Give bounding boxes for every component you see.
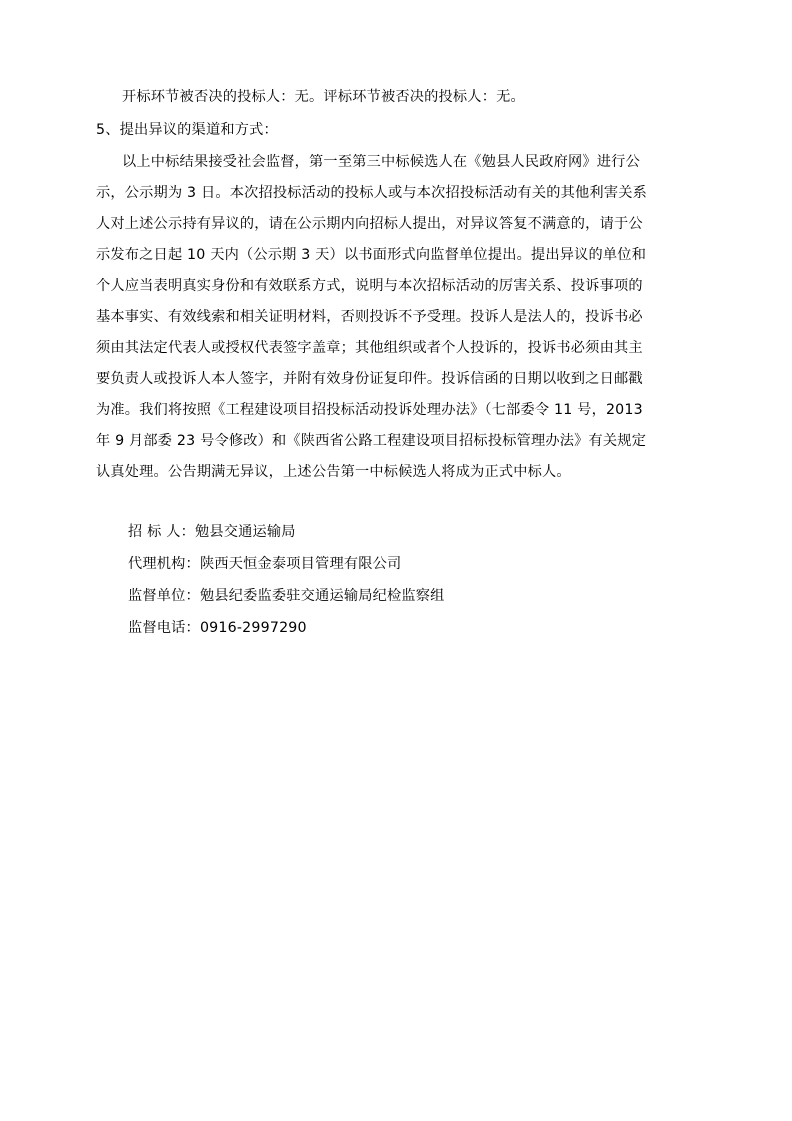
body-line-9: 为准。我们将按照《工程建设项目招投标活动投诉处理办法》（七部委令 11 号，2013 [96, 402, 643, 418]
body-line-5: 个人应当表明真实身份和有效联系方式，说明与本次招标活动的厉害关系、投诉事项的 [96, 278, 643, 294]
body-line-7: 须由其法定代表人或授权代表签字盖章；其他组织或者个人投诉的，投诉书必须由其主 [96, 340, 643, 356]
body-line-8: 要负责人或投诉人本人签字，并附有效身份证复印件。投诉信函的日期以收到之日邮戳 [96, 371, 643, 387]
body-line-3: 人对上述公示持有异议的，请在公示期内向招标人提出，对异议答复不满意的，请于公 [96, 216, 643, 232]
contact-phone-value: 0916-2997290 [199, 620, 307, 636]
body-line-6: 基本事实、有效线索和相关证明材料，否则投诉不予受理。投诉人是法人的，投诉书必 [96, 309, 643, 325]
section-5-heading: 5、提出异议的渠道和方式： [96, 122, 278, 138]
contact-agency-label: 代理机构： [128, 556, 200, 572]
contact-agency [128, 555, 401, 574]
contact-tenderer [128, 523, 296, 542]
body-line-4: 示发布之日起 10 天内（公示期 3 天）以书面形式向监督单位提出。提出异议的单位和 [96, 247, 647, 263]
contact-supervisor-value: 勉县纪委监委驻交通运输局纪检监察组 [199, 588, 445, 604]
contact-agency-value: 陕西天恒金泰项目管理有限公司 [199, 556, 402, 572]
contact-tenderer-value: 勉县交通运输局 [194, 524, 296, 540]
contact-supervisor-label: 监督单位： [128, 588, 200, 604]
contact-supervisor [128, 587, 445, 606]
body-line-1: 以上中标结果接受社会监督，第一至第三中标候选人在《勉县人民政府网》进行公 [122, 154, 640, 170]
contact-tenderer-label: 招 标 人： [128, 524, 195, 540]
body-line-10: 年 9 月部委 23 号令修改）和《陕西省公路工程建设项目招标投标管理办法》有关规定 [96, 433, 647, 449]
body-line-2: 示，公示期为 3 日。本次招投标活动的投标人或与本次招投标活动有关的其他利害关系 [96, 185, 647, 201]
body-line-11: 认真处理。公告期满无异议，上述公告第一中标候选人将成为正式中标人。 [96, 464, 571, 480]
contact-phone [128, 619, 307, 638]
contact-phone-label: 监督电话： [128, 620, 200, 636]
disqualified-bidders-line: 开标环节被否决的投标人：无。评标环节被否决的投标人：无。 [122, 89, 525, 105]
